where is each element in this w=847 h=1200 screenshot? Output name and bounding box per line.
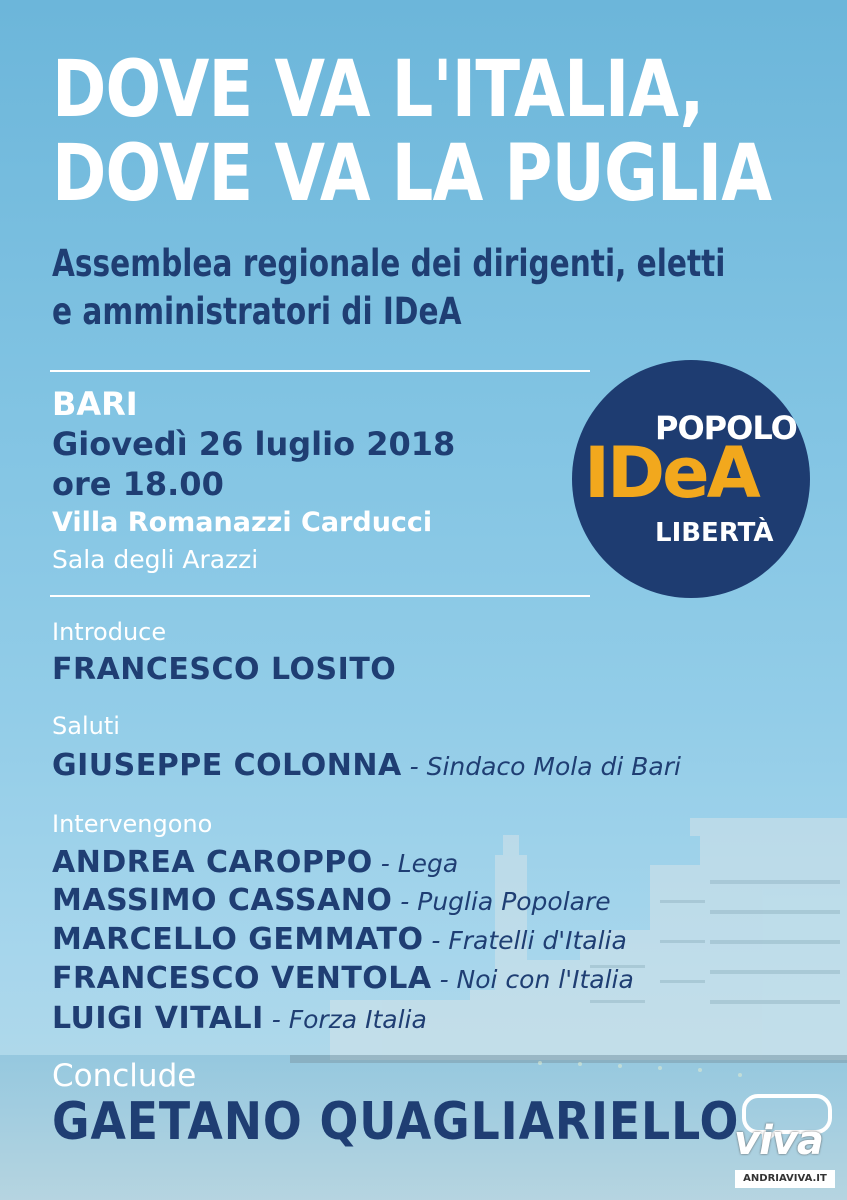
title-line-1: DOVE VA L'ITALIA, xyxy=(52,45,704,135)
speaker-role: - Forza Italia xyxy=(263,1005,427,1034)
event-date: Giovedì 26 luglio 2018 xyxy=(52,425,456,463)
speaker-name: LUIGI VITALI xyxy=(52,1001,264,1036)
speaker-role: - Fratelli d'Italia xyxy=(423,926,627,955)
subtitle-line-1: Assemblea regionale dei dirigenti, eletti xyxy=(52,242,726,285)
speaker-row xyxy=(52,883,611,918)
speaker-row xyxy=(52,961,634,996)
event-room: Sala degli Arazzi xyxy=(52,545,259,574)
logo-text-liberta: LIBERTÀ xyxy=(655,518,774,548)
poster-title xyxy=(52,45,772,219)
event-venue: Villa Romanazzi Carducci xyxy=(52,507,433,538)
speaker-role: - Lega xyxy=(372,849,459,878)
speaker-role: - Noi con l'Italia xyxy=(431,965,634,994)
speaker-name: ANDREA CAROPPO xyxy=(52,845,373,880)
divider-top xyxy=(50,370,590,372)
speaker-role: - Puglia Popolare xyxy=(392,887,611,916)
introduce-name: FRANCESCO LOSITO xyxy=(52,652,397,687)
title-line-2: DOVE VA LA PUGLIA xyxy=(52,129,772,219)
conclude-name: GAETANO QUAGLIARIELLO xyxy=(52,1092,740,1152)
subtitle-line-2: e amministratori di IDeA xyxy=(52,290,462,333)
event-city: BARI xyxy=(52,385,138,423)
speaker-row xyxy=(52,922,627,957)
speaker-name: FRANCESCO VENTOLA xyxy=(52,961,432,996)
event-time: ore 18.00 xyxy=(52,465,224,503)
divider-bottom xyxy=(50,595,590,597)
logo-text-popolo: POPOLO xyxy=(655,409,797,447)
viva-brand: viva xyxy=(734,1118,823,1164)
poster-subtitle xyxy=(52,240,725,336)
logo-text-idea: IDeA xyxy=(584,432,758,514)
speaker-name: MASSIMO CASSANO xyxy=(52,883,393,918)
viva-url: ANDRIAVIVA.IT xyxy=(735,1170,835,1188)
conclude-label: Conclude xyxy=(52,1058,197,1094)
speaker-row xyxy=(52,1001,427,1036)
speaker-row xyxy=(52,845,458,880)
saluti-label: Saluti xyxy=(52,712,120,740)
introduce-label: Introduce xyxy=(52,618,167,646)
saluti-name: GIUSEPPE COLONNA xyxy=(52,748,402,783)
saluti-role: - Sindaco Mola di Bari xyxy=(401,752,681,781)
intervengono-label: Intervengono xyxy=(52,810,213,838)
saluti-speaker xyxy=(52,748,681,783)
speaker-name: MARCELLO GEMMATO xyxy=(52,922,424,957)
